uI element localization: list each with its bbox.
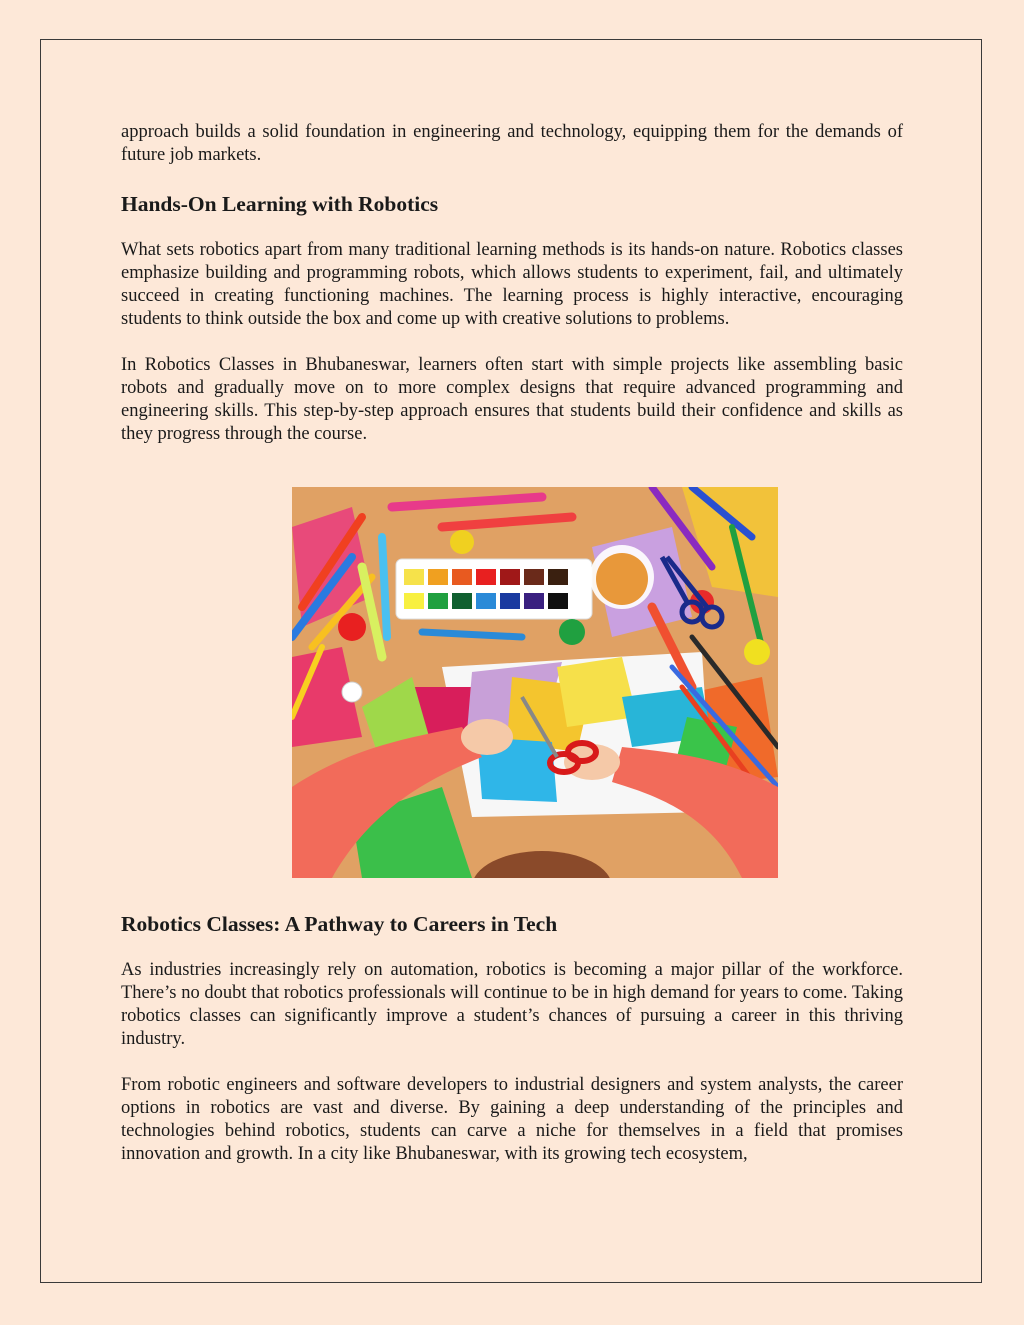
section-heading-careers: Robotics Classes: A Pathway to Careers in Tech (121, 912, 558, 936)
document-body (121, 121, 903, 1166)
paragraph-career-options: From robotic engineers and software developers to industrial designers and system analysts, the career options in robotics are vast and diverse. By gaining a deep understanding of the principles and technologies behind robotics, students can carve a niche for themselves in a field that promises innovation and growth. In a city like Bhubaneswar, with its growing tech ecosystem, (121, 1075, 903, 1164)
paragraph-automation-demand: As industries increasingly rely on automation, robotics is becoming a major pillar of the workforce. There’s no doubt that robotics professionals will continue to be in high demand for years to come. Taking robotics classes can significantly improve a student’s chances of pursuing a career in this thriving industry. (121, 960, 903, 1049)
section-heading-hands-on: Hands-On Learning with Robotics (121, 192, 439, 216)
intro-paragraph: approach builds a solid foundation in engineering and technology, equipping them for the demands of future job markets. (121, 122, 903, 165)
craft-supplies-photo (292, 487, 778, 878)
paragraph-hands-on-nature: What sets robotics apart from many traditional learning methods is its hands-on nature. Robotics classes emphasize building and programming robots, which allows students to experiment, fail, and ultimately succeed in creating functioning machines. The learning process is highly interactive, encouraging students to think outside the box and come up with creative solutions to problems. (121, 240, 903, 329)
paragraph-bhubaneswar-projects: In Robotics Classes in Bhubaneswar, learners often start with simple projects like assembling basic robots and gradually move on to more complex designs that require advanced programming and engineering skills. This step-by-step approach ensures that students build their confidence and skills as they progress through the course. (121, 355, 903, 444)
